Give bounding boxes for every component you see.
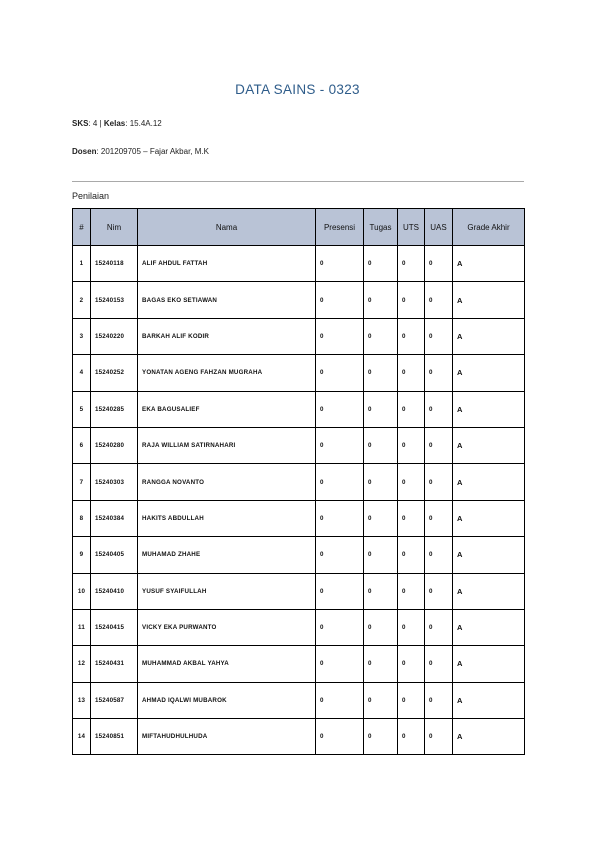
cell-number: 14 [73, 719, 91, 755]
cell-presensi: 0 [316, 500, 364, 536]
cell-uts: 0 [398, 355, 425, 391]
page-title: DATA SAINS - 0323 [235, 82, 360, 97]
cell-nim: 15240303 [91, 464, 138, 500]
cell-uts: 0 [398, 282, 425, 318]
grades-table [72, 208, 525, 755]
cell-nama: ALIF AHDUL FATTAH [138, 246, 316, 282]
table-header-row [73, 209, 525, 246]
cell-nama: MIFTAHUDHULHUDA [138, 719, 316, 755]
divider [72, 181, 524, 182]
cell-grade: A [453, 282, 525, 318]
cell-uts: 0 [398, 391, 425, 427]
cell-uas: 0 [425, 500, 453, 536]
cell-presensi: 0 [316, 318, 364, 354]
cell-uts: 0 [398, 246, 425, 282]
column-header-presensi: Presensi [316, 209, 364, 246]
cell-tugas: 0 [364, 391, 398, 427]
cell-grade: A [453, 318, 525, 354]
cell-presensi: 0 [316, 464, 364, 500]
cell-number: 8 [73, 500, 91, 536]
cell-grade: A [453, 609, 525, 645]
cell-number: 13 [73, 682, 91, 718]
cell-nim: 15240587 [91, 682, 138, 718]
cell-number: 7 [73, 464, 91, 500]
table-row [73, 682, 525, 718]
cell-presensi: 0 [316, 282, 364, 318]
cell-uts: 0 [398, 464, 425, 500]
table-row [73, 464, 525, 500]
cell-presensi: 0 [316, 427, 364, 463]
cell-nim: 15240405 [91, 537, 138, 573]
cell-nama: BAGAS EKO SETIAWAN [138, 282, 316, 318]
cell-grade: A [453, 646, 525, 682]
cell-uts: 0 [398, 573, 425, 609]
column-header-nama: Nama [138, 209, 316, 246]
cell-tugas: 0 [364, 246, 398, 282]
cell-uas: 0 [425, 391, 453, 427]
column-header-uas: UAS [425, 209, 453, 246]
cell-nama: MUHAMMAD AKBAL YAHYA [138, 646, 316, 682]
lecturer-info [72, 147, 209, 156]
cell-uas: 0 [425, 682, 453, 718]
kelas-value: : 15.4A.12 [125, 119, 162, 128]
cell-nama: YONATAN AGENG FAHZAN MUGRAHA [138, 355, 316, 391]
table-row [73, 246, 525, 282]
cell-grade: A [453, 719, 525, 755]
cell-tugas: 0 [364, 464, 398, 500]
kelas-label: Kelas [103, 119, 126, 128]
cell-tugas: 0 [364, 537, 398, 573]
cell-number: 1 [73, 246, 91, 282]
cell-nim: 15240410 [91, 573, 138, 609]
table-row [73, 719, 525, 755]
table-row [73, 427, 525, 463]
cell-presensi: 0 [316, 609, 364, 645]
cell-number: 5 [73, 391, 91, 427]
cell-presensi: 0 [316, 682, 364, 718]
cell-presensi: 0 [316, 537, 364, 573]
table-row [73, 573, 525, 609]
sks-value: : 4 | [88, 119, 102, 128]
cell-nim: 15240153 [91, 282, 138, 318]
table-row [73, 391, 525, 427]
cell-nama: YUSUF SYAIFULLAH [138, 573, 316, 609]
cell-grade: A [453, 355, 525, 391]
cell-presensi: 0 [316, 355, 364, 391]
cell-uas: 0 [425, 646, 453, 682]
cell-uas: 0 [425, 318, 453, 354]
table-row [73, 318, 525, 354]
cell-number: 9 [73, 537, 91, 573]
cell-uas: 0 [425, 427, 453, 463]
column-header-uts: UTS [398, 209, 425, 246]
cell-grade: A [453, 537, 525, 573]
cell-grade: A [453, 464, 525, 500]
cell-nim: 15240285 [91, 391, 138, 427]
cell-number: 11 [73, 609, 91, 645]
cell-presensi: 0 [316, 719, 364, 755]
dosen-label: Dosen [72, 147, 97, 156]
dosen-value: : 201209705 – Fajar Akbar, M.K [96, 147, 209, 156]
cell-tugas: 0 [364, 427, 398, 463]
cell-grade: A [453, 391, 525, 427]
cell-nama: RAJA WILLIAM SATIRNAHARI [138, 427, 316, 463]
sks-label: SKS [72, 119, 89, 128]
cell-uts: 0 [398, 719, 425, 755]
cell-nim: 15240220 [91, 318, 138, 354]
table-row [73, 646, 525, 682]
cell-nim: 15240431 [91, 646, 138, 682]
cell-uts: 0 [398, 500, 425, 536]
cell-number: 10 [73, 573, 91, 609]
cell-nim: 15240118 [91, 246, 138, 282]
cell-nama: EKA BAGUSALIEF [138, 391, 316, 427]
cell-number: 2 [73, 282, 91, 318]
cell-tugas: 0 [364, 682, 398, 718]
cell-grade: A [453, 500, 525, 536]
cell-presensi: 0 [316, 646, 364, 682]
cell-grade: A [453, 682, 525, 718]
cell-nama: RANGGA NOVANTO [138, 464, 316, 500]
table-row [73, 500, 525, 536]
cell-grade: A [453, 246, 525, 282]
table-row [73, 537, 525, 573]
cell-uas: 0 [425, 282, 453, 318]
cell-uts: 0 [398, 646, 425, 682]
cell-presensi: 0 [316, 391, 364, 427]
column-header-grade: Grade Akhir [453, 209, 525, 246]
table-row [73, 609, 525, 645]
cell-nama: AHMAD IQALWI MUBAROK [138, 682, 316, 718]
cell-uas: 0 [425, 246, 453, 282]
cell-nim: 15240415 [91, 609, 138, 645]
cell-tugas: 0 [364, 609, 398, 645]
column-header-tugas: Tugas [364, 209, 398, 246]
cell-nama: BARKAH ALIF KODIR [138, 318, 316, 354]
cell-nim: 15240851 [91, 719, 138, 755]
cell-tugas: 0 [364, 282, 398, 318]
cell-uts: 0 [398, 427, 425, 463]
cell-uts: 0 [398, 682, 425, 718]
table-row [73, 282, 525, 318]
cell-nama: VICKY EKA PURWANTO [138, 609, 316, 645]
table-row [73, 355, 525, 391]
course-info [72, 119, 162, 128]
cell-uas: 0 [425, 573, 453, 609]
cell-uts: 0 [398, 318, 425, 354]
cell-uas: 0 [425, 355, 453, 391]
cell-tugas: 0 [364, 355, 398, 391]
cell-nama: HAKITS ABDULLAH [138, 500, 316, 536]
cell-uts: 0 [398, 609, 425, 645]
cell-uas: 0 [425, 537, 453, 573]
cell-tugas: 0 [364, 318, 398, 354]
cell-number: 12 [73, 646, 91, 682]
cell-nim: 15240280 [91, 427, 138, 463]
cell-presensi: 0 [316, 246, 364, 282]
cell-number: 4 [73, 355, 91, 391]
cell-tugas: 0 [364, 573, 398, 609]
cell-grade: A [453, 427, 525, 463]
cell-uts: 0 [398, 537, 425, 573]
section-title: Penilaian [72, 191, 110, 201]
cell-nim: 15240384 [91, 500, 138, 536]
column-header-number: # [73, 209, 91, 246]
cell-number: 3 [73, 318, 91, 354]
cell-tugas: 0 [364, 719, 398, 755]
cell-presensi: 0 [316, 573, 364, 609]
cell-nim: 15240252 [91, 355, 138, 391]
cell-nama: MUHAMAD ZHAHE [138, 537, 316, 573]
cell-uas: 0 [425, 719, 453, 755]
cell-tugas: 0 [364, 500, 398, 536]
cell-tugas: 0 [364, 646, 398, 682]
column-header-nim: Nim [91, 209, 138, 246]
cell-uas: 0 [425, 609, 453, 645]
cell-number: 6 [73, 427, 91, 463]
cell-grade: A [453, 573, 525, 609]
cell-uas: 0 [425, 464, 453, 500]
